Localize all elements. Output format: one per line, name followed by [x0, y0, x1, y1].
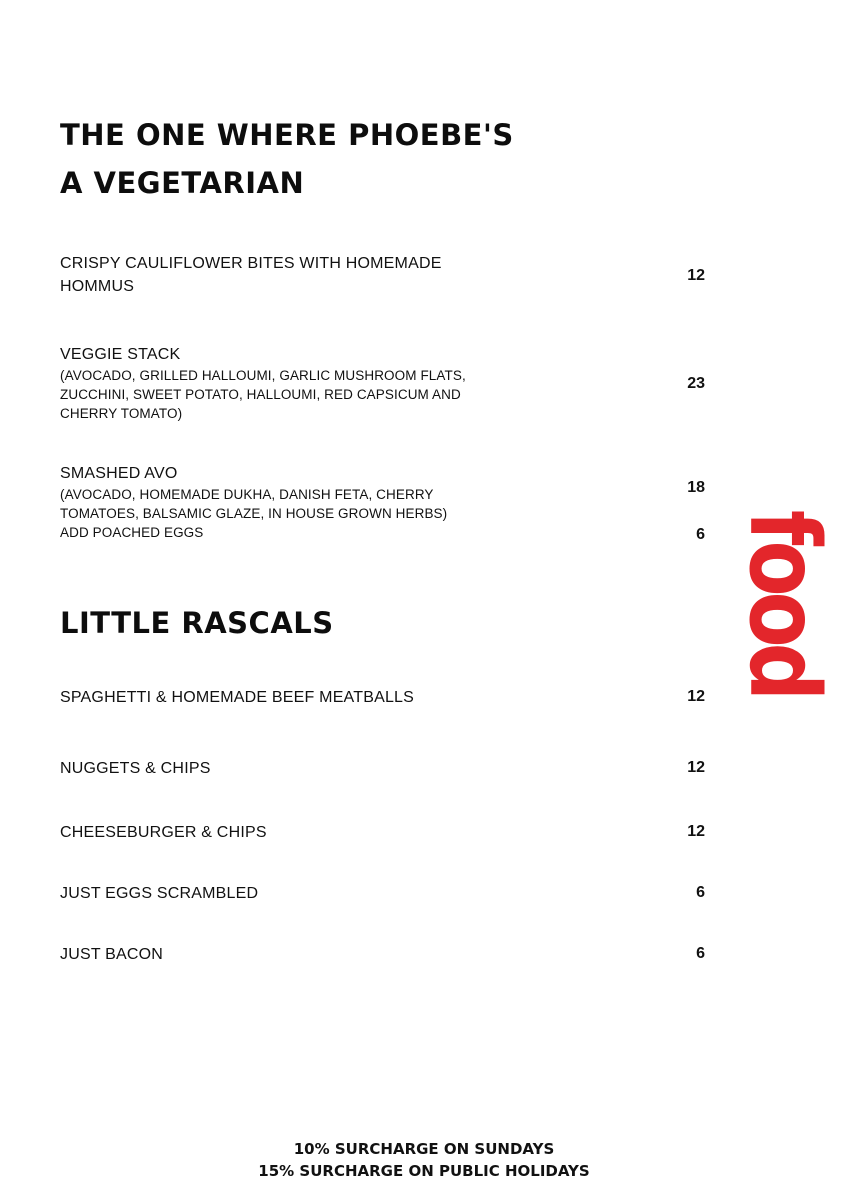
item-name: NUGGETS & CHIPS [60, 760, 211, 777]
item-name: CHEESEBURGER & CHIPS [60, 824, 267, 841]
item-name: SMASHED AVO [60, 465, 178, 482]
item-addon: ADD POACHED EGGS [60, 525, 204, 540]
item-price: 6 [696, 884, 705, 901]
surcharge-public-holidays: 15% SURCHARGE ON PUBLIC HOLIDAYS [258, 1162, 590, 1180]
item-description: (AVOCADO, GRILLED HALLOUMI, GARLIC MUSHROOM FLATS, ZUCCHINI, SWEET POTATO, HALLOUMI, RED CAPSICUM AND CHERRY TOMATO) [60, 368, 466, 421]
menu-item [60, 821, 500, 844]
food-label [728, 510, 840, 729]
item-name: VEGGIE STACK [60, 346, 181, 363]
menu-item [60, 882, 500, 905]
item-price: 6 [696, 945, 705, 962]
item-name: SPAGHETTI & HOMEMADE BEEF MEATBALLS [60, 689, 415, 706]
menu-item [60, 252, 500, 298]
item-price: 12 [687, 267, 705, 284]
item-price: 23 [687, 375, 705, 392]
item-name: CRISPY CAULIFLOWER BITES WITH HOMEMADE HOMMUS [60, 255, 442, 295]
section-title-vegetarian: THE ONE WHERE PHOEBE'S A VEGETARIAN [60, 118, 514, 200]
menu-item [60, 343, 480, 423]
menu-item [60, 943, 500, 966]
item-name: JUST EGGS SCRAMBLED [60, 885, 259, 902]
addon-price: 6 [696, 526, 705, 543]
item-description: (AVOCADO, HOMEMADE DUKHA, DANISH FETA, CHERRY TOMATOES, BALSAMIC GLAZE, IN HOUSE GROWN HERBS) [60, 487, 448, 521]
menu-item [60, 686, 500, 709]
item-price: 12 [687, 688, 705, 705]
item-price: 18 [687, 479, 705, 496]
section-title-little-rascals: LITTLE RASCALS [60, 606, 334, 640]
item-name: JUST BACON [60, 946, 164, 963]
surcharge-sundays: 10% SURCHARGE ON SUNDAYS [293, 1140, 555, 1158]
item-price: 12 [687, 823, 705, 840]
menu-item [60, 757, 500, 780]
menu-item [60, 462, 460, 542]
food-text: food [728, 510, 840, 729]
item-price: 12 [687, 759, 705, 776]
